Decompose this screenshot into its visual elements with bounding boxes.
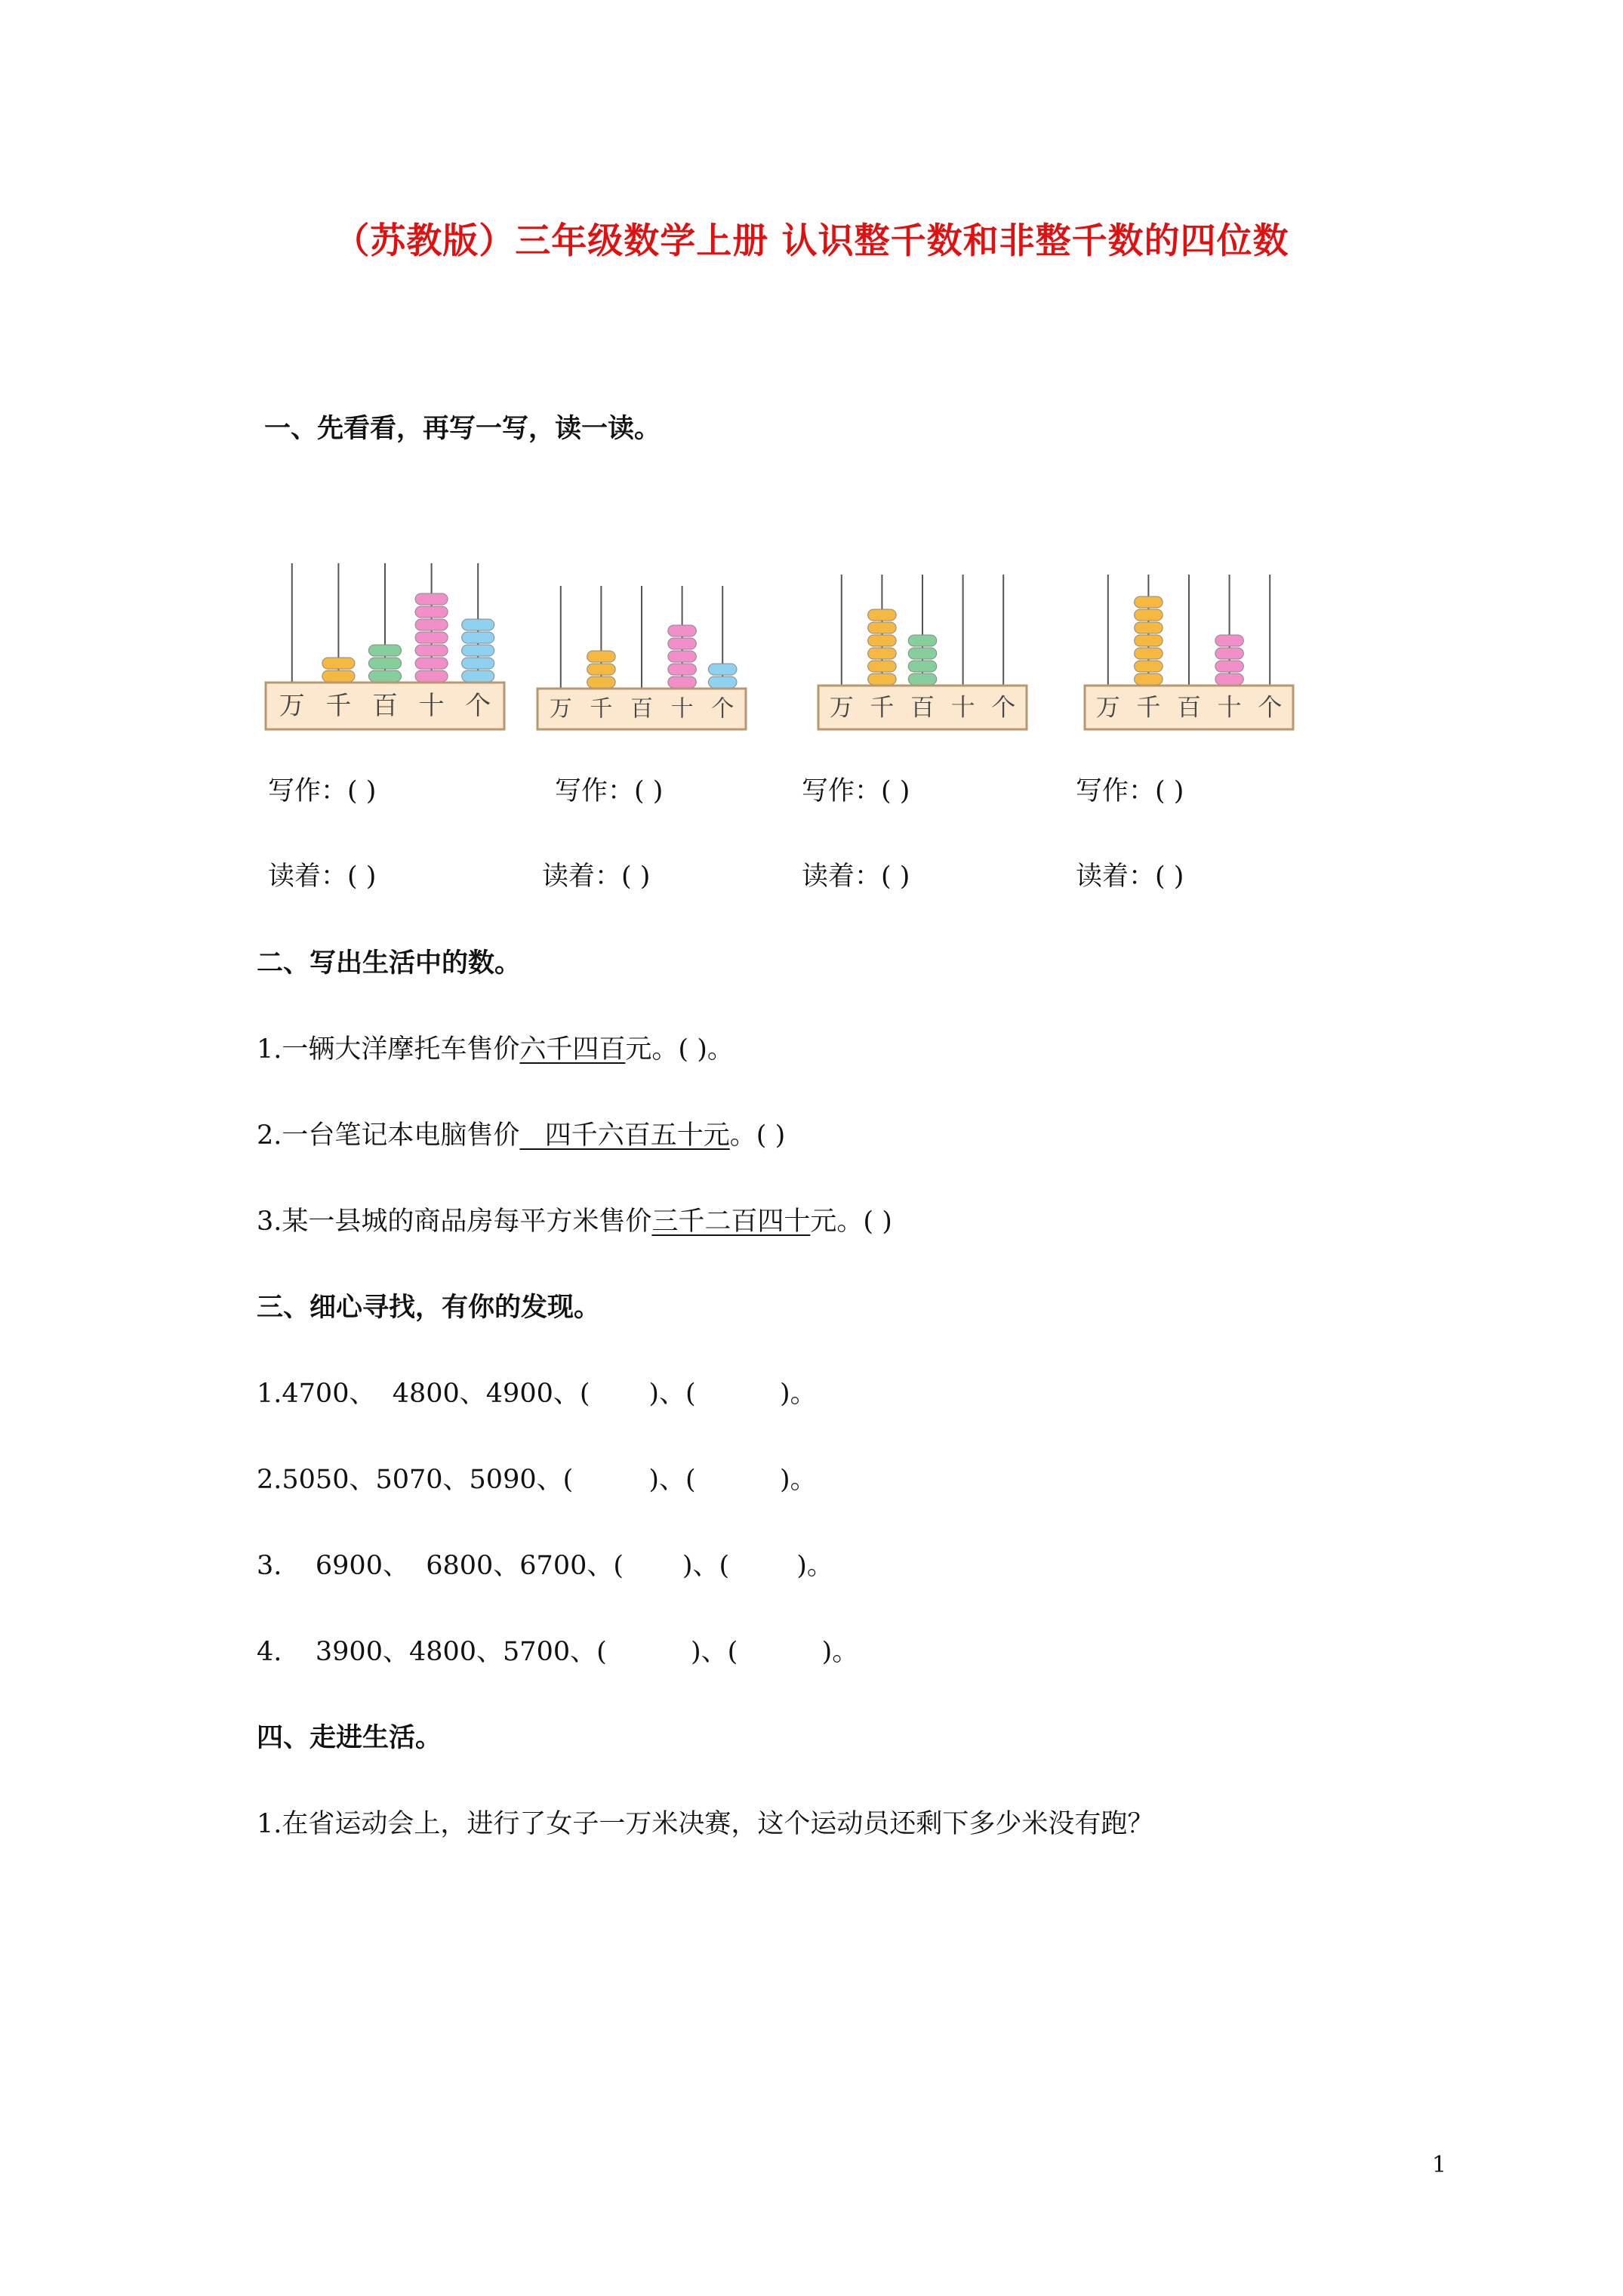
sequence-item-4[interactable]: 4. 3900、4800、5700、( )、( )。 <box>257 1637 859 1667</box>
place-label: 百 <box>910 692 935 722</box>
section3-heading: 三、细心寻找，有你的发现。 <box>257 1292 601 1323</box>
abacus-bead <box>587 676 616 688</box>
abacus-bead <box>708 664 737 675</box>
abacus-bead <box>1135 622 1163 633</box>
abacus-bead <box>668 676 697 688</box>
abacus-bead <box>668 638 697 649</box>
place-label: 百 <box>630 695 653 723</box>
abacus-bead <box>462 645 494 656</box>
word-problem-1: 1.在省运动会上，进行了女子一万米决赛，这个运动员还剩下多少米没有跑？ <box>257 1809 1154 1839</box>
abacus-1 <box>264 559 506 732</box>
abacus-bead <box>1215 648 1244 659</box>
abacus-bead <box>415 606 448 618</box>
abacus-bead <box>415 619 448 630</box>
place-label: 个 <box>465 691 491 722</box>
abacus-bead <box>668 625 697 636</box>
abacus-bead <box>1135 673 1163 685</box>
place-label: 百 <box>1176 692 1202 722</box>
abacus-bead <box>708 676 737 688</box>
section4-heading: 四、走进生活。 <box>257 1722 442 1753</box>
abacus-bead <box>1215 635 1244 646</box>
abacus-bead <box>868 635 897 646</box>
write-answer-2[interactable]: 写作：( ) <box>555 776 664 806</box>
section1-heading: 一、先看看，再写一写，读一读。 <box>264 413 661 444</box>
place-label: 万 <box>829 692 854 722</box>
page-title: （苏教版）三年级数学上册 认识整千数和非整千数的四位数 <box>334 220 1289 262</box>
place-label: 个 <box>1258 692 1283 722</box>
underlined-number: 四千六百五十元 <box>519 1120 730 1151</box>
place-label: 万 <box>549 695 572 723</box>
read-answer-1[interactable]: 读着：( ) <box>268 861 377 892</box>
abacus-bead <box>368 670 401 682</box>
place-label: 千 <box>870 692 895 722</box>
abacus-bead <box>868 648 897 659</box>
abacus-bead <box>322 658 355 669</box>
place-label: 百 <box>372 691 398 722</box>
abacus-bead <box>322 670 355 682</box>
abacus-bead <box>1215 673 1244 685</box>
abacus-bead <box>868 622 897 633</box>
life-number-item-2 <box>257 1114 785 1152</box>
abacus-bead <box>415 645 448 656</box>
read-answer-2[interactable]: 读着：( ) <box>542 861 651 892</box>
item-text: 2.一台笔记本电脑售价 <box>257 1120 520 1151</box>
item-text: 1.一辆大洋摩托车售价 <box>257 1034 520 1065</box>
section2-heading: 二、写出生活中的数。 <box>257 948 522 978</box>
write-answer-4[interactable]: 写作：( ) <box>1076 776 1184 806</box>
abacus-2 <box>536 581 747 732</box>
abacus-bead <box>1135 661 1163 672</box>
life-number-item-3 <box>257 1200 892 1238</box>
abacus-bead <box>868 609 897 621</box>
abacus-bead <box>908 635 937 646</box>
place-label: 千 <box>1136 692 1161 722</box>
read-answer-3[interactable]: 读着：( ) <box>802 861 910 892</box>
answer-blank[interactable]: 元。( )。 <box>625 1034 734 1065</box>
abacus-bead <box>462 632 494 643</box>
place-label: 万 <box>1095 692 1120 722</box>
page-number: 1 <box>1432 2152 1447 2178</box>
abacus-3 <box>817 570 1028 732</box>
underlined-number: 六千四百 <box>519 1034 626 1065</box>
abacus-bead <box>415 658 448 669</box>
abacus-bead <box>908 648 937 659</box>
abacus-bead <box>1135 635 1163 646</box>
abacus-bead <box>868 661 897 672</box>
abacus-bead <box>587 651 616 662</box>
place-label: 十 <box>950 692 975 722</box>
answer-blank[interactable]: 元。( ) <box>810 1207 892 1237</box>
abacus-bead <box>1135 648 1163 659</box>
abacus-bead <box>1135 609 1163 621</box>
abacus-4 <box>1083 570 1295 732</box>
write-answer-3[interactable]: 写作：( ) <box>802 776 910 806</box>
sequence-item-2[interactable]: 2.5050、5070、5090、( )、( )。 <box>257 1465 817 1495</box>
sequence-item-3[interactable]: 3. 6900、 6800、6700、( )、( )。 <box>257 1551 833 1581</box>
place-label: 万 <box>279 691 305 722</box>
underlined-number: 三千二百四十 <box>651 1207 811 1237</box>
answer-blank[interactable]: 。( ) <box>729 1120 786 1151</box>
abacus-bead <box>415 593 448 605</box>
abacus-bead <box>415 670 448 682</box>
item-text: 3.某一县城的商品房每平方米售价 <box>257 1207 652 1237</box>
abacus-bead <box>415 632 448 643</box>
place-label: 十 <box>418 691 445 722</box>
place-label: 十 <box>1217 692 1242 722</box>
abacus-bead <box>587 664 616 675</box>
abacus-bead <box>462 619 494 630</box>
write-answer-1[interactable]: 写作：( ) <box>268 776 377 806</box>
abacus-bead <box>908 661 937 672</box>
abacus-bead <box>1135 596 1163 608</box>
place-label: 个 <box>711 695 735 723</box>
place-label: 十 <box>670 695 694 723</box>
abacus-bead <box>668 651 697 662</box>
place-label: 千 <box>590 695 613 723</box>
abacus-bead <box>462 670 494 682</box>
abacus-bead <box>1215 661 1244 672</box>
abacus-bead <box>908 673 937 685</box>
life-number-item-1 <box>257 1028 734 1066</box>
read-answer-4[interactable]: 读着：( ) <box>1076 861 1184 892</box>
abacus-bead <box>462 658 494 669</box>
abacus-bead <box>668 664 697 675</box>
abacus-bead <box>868 673 897 685</box>
abacus-bead <box>368 658 401 669</box>
sequence-item-1[interactable]: 1.4700、 4800、4900、( )、( )。 <box>257 1379 817 1409</box>
place-label: 个 <box>991 692 1016 722</box>
place-label: 千 <box>325 691 352 722</box>
abacus-bead <box>368 645 401 656</box>
